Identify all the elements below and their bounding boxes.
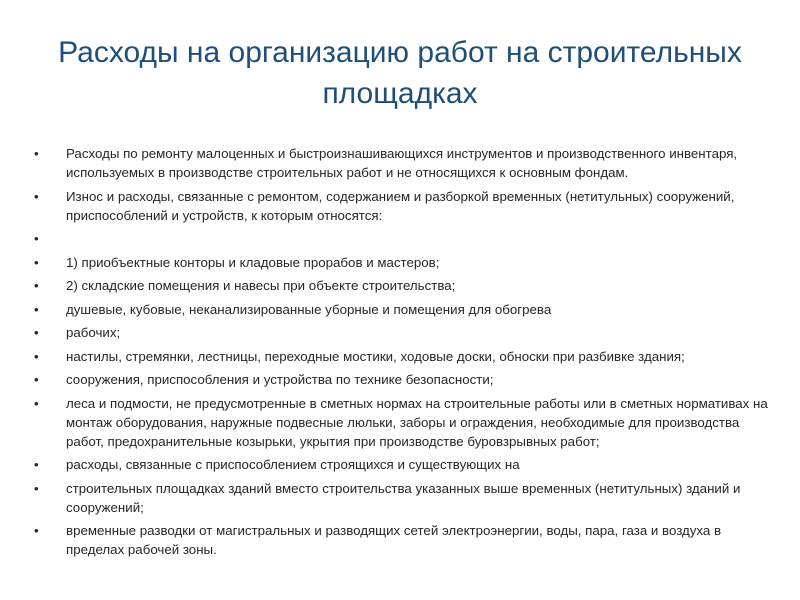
list-item-text: настилы, стремянки, лестницы, переходные мостики, ходовые доски, обноски при разбивке здания; [66, 348, 685, 364]
list-item [34, 276, 774, 295]
bullet-icon: • [34, 325, 39, 340]
list-item [34, 455, 774, 474]
list-item [34, 144, 774, 182]
list-item [34, 370, 774, 389]
list-item-text: строительных площадках зданий вместо строительства указанных выше временных (нетитульных) зданий и сооружений; [66, 480, 741, 515]
list-item-text: Расходы по ремонту малоценных и быстроизнашивающихся инструментов и производственного инвентаря, используемых в производстве строительных работ и не относящихся к основным фондам. [66, 146, 738, 180]
list-item-text: Износ и расходы, связанные с ремонтом, содержанием и разборкой временных (нетитульных) сооружений, приспособлений и устройств, к которым относятся: [66, 188, 735, 223]
bullet-icon: • [34, 301, 39, 317]
list-item [34, 394, 774, 451]
list-item-text: временные разводки от магистральных и разводящих сетей электроэнергии, воды, пара, газа и воздуха в пределах рабочей зоны. [66, 523, 722, 557]
list-item-text: леса и подмости, не предусмотренные в сметных нормах на строительные работы или в сметных нормативах на монтаж оборудования, наружные подвесные люльки, заборы и ограждения, необходимые для производства работ, предохранительные козырьки, укрытия при производстве буровзрывных работ; [66, 395, 768, 449]
bullet-icon: • [34, 254, 39, 270]
bullet-icon: • [34, 146, 39, 161]
list-item [34, 323, 774, 342]
bullet-icon: • [34, 278, 39, 293]
list-item [34, 521, 774, 559]
bullet-icon: • [34, 231, 39, 246]
list-item-text: сооружения, приспособления и устройства по технике безопасности; [66, 372, 494, 387]
bullet-icon: • [34, 480, 39, 496]
bullet-list [34, 144, 774, 564]
bullet-icon: • [34, 348, 39, 364]
bullet-icon: • [34, 395, 39, 411]
list-item [34, 253, 774, 272]
bullet-icon: • [34, 457, 39, 472]
list-item [34, 187, 774, 225]
list-item-text: 2) складские помещения и навесы при объекте строительства; [66, 278, 456, 293]
list-item [34, 229, 774, 248]
list-item-text: расходы, связанные с приспособлением строящихся и существующих на [66, 457, 520, 472]
list-item-text: 1) приобъектные конторы и кладовые прорабов и мастеров; [66, 254, 440, 270]
list-item-text: рабочих; [66, 325, 121, 340]
list-item [34, 300, 774, 319]
bullet-icon: • [34, 372, 39, 387]
list-item-text: душевые, кубовые, неканализированные уборные и помещения для обогрева [66, 301, 552, 317]
list-item [34, 347, 774, 366]
slide-title: Расходы на организацию работ на строительных площадках [58, 36, 742, 110]
list-item [34, 479, 774, 517]
bullet-icon: • [34, 523, 39, 538]
bullet-icon: • [34, 188, 39, 204]
